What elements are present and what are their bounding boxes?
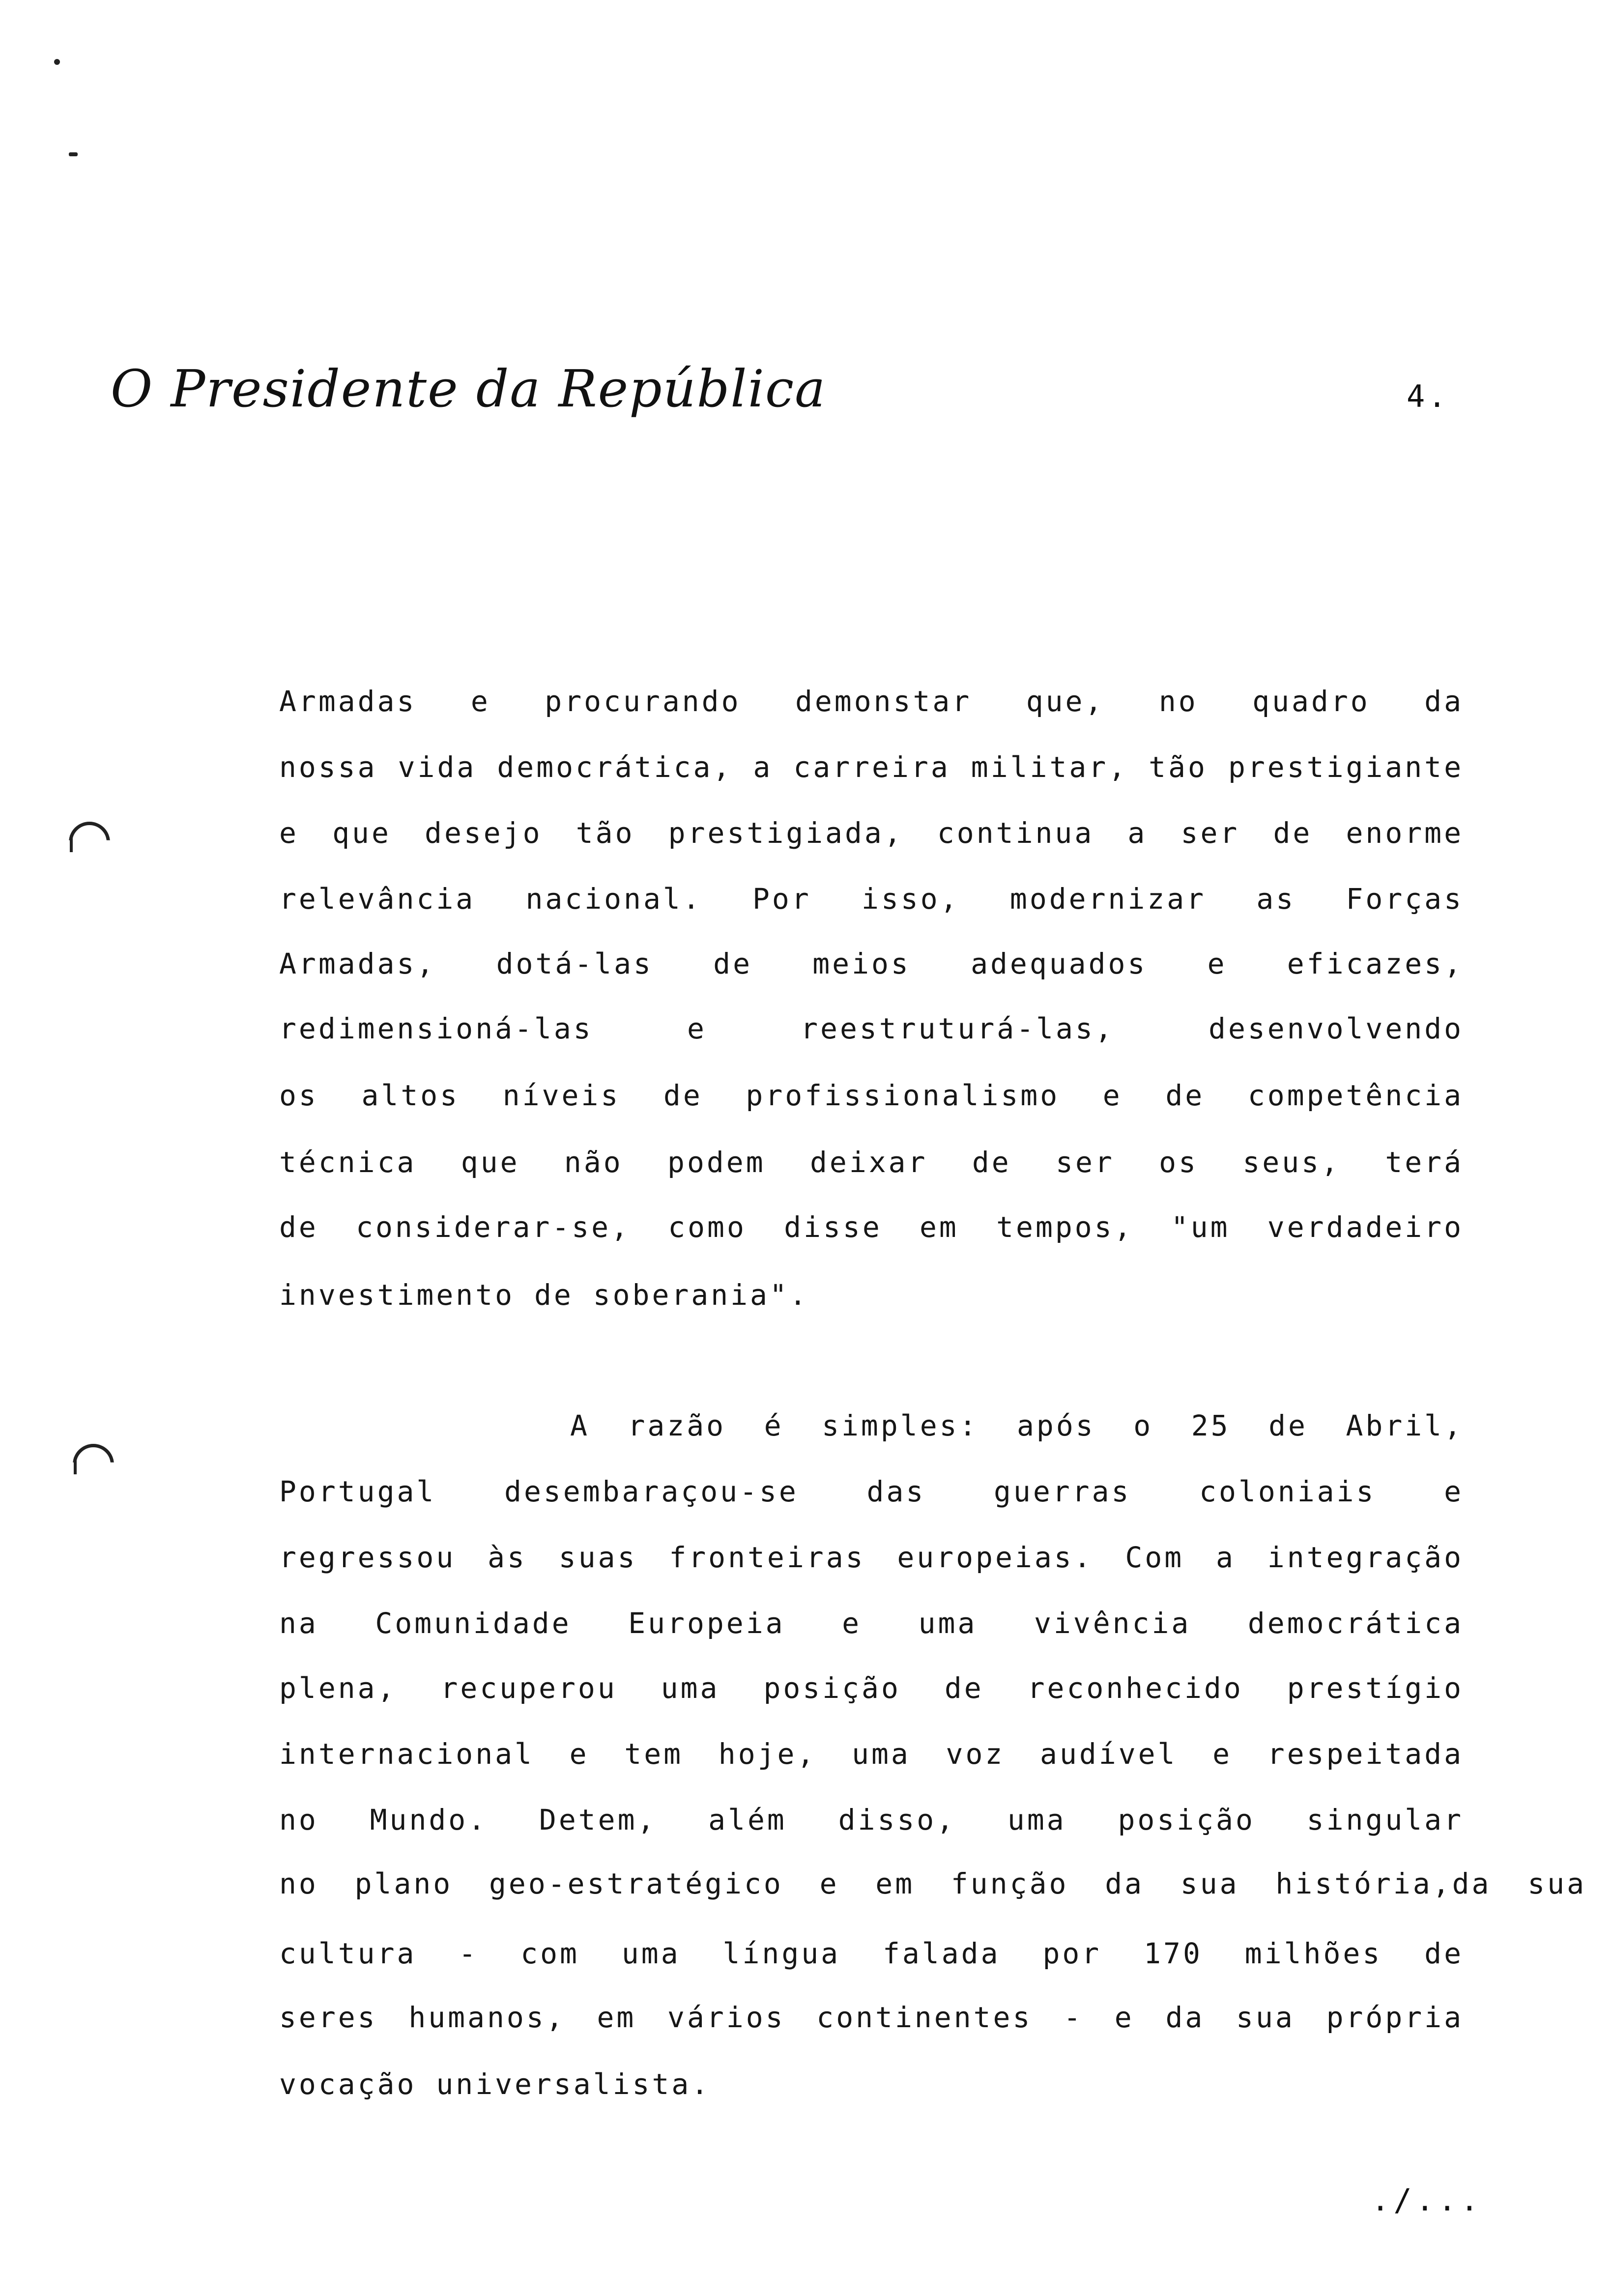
body-line: A razão é simples: após o 25 de Abril, [570,1409,1464,1442]
body-line: nossa vida democrática, a carreira militar, tão prestigiante [279,750,1464,784]
body-line: técnica que não podem deixar de ser os seus, terá [279,1146,1464,1179]
punch-hole-mark [70,835,73,852]
body-line: vocação universalista. [279,2067,711,2101]
punch-hole-mark [73,1444,114,1485]
body-line: Armadas e procurando demonstar que, no quadro da [279,685,1464,718]
body-line: relevância nacional. Por isso, modernizar as Forças [279,882,1464,916]
punch-hole-mark [74,1458,77,1474]
body-line: redimensioná-las e reestruturá-las, desenvolvendo [279,1012,1464,1045]
body-line: seres humanos, em vários continentes - e da sua própria [279,2001,1464,2034]
body-line: os altos níveis de profissionalismo e de competência [279,1079,1464,1112]
body-line: no Mundo. Detem, além disso, uma posição singular [279,1803,1464,1837]
body-line: regressou às suas fronteiras europeias. Com a integração [279,1541,1464,1574]
body-line: na Comunidade Europeia e uma vivência democrática [279,1607,1464,1640]
body-line: plena, recuperou uma posição de reconhecido prestígio [279,1671,1464,1705]
body-line: Portugal desembaraçou-se das guerras coloniais e [279,1475,1464,1508]
letterhead: O Presidente da República [111,359,827,419]
body-line: internacional e tem hoje, uma voz audível e respeitada [279,1737,1464,1771]
body-line: no plano geo-estratégico e em função da sua história,da sua [279,1867,1586,1900]
body-line: investimento de soberania". [279,1278,809,1312]
scan-speck [69,152,78,156]
body-line: de considerar-se, como disse em tempos, "um verdadeiro [279,1210,1464,1244]
body-line: cultura - com uma língua falada por 170 milhões de [279,1937,1464,1970]
continuation-mark: ./... [1371,2182,1483,2218]
body-line: e que desejo tão prestigiada, continua a ser de enorme [279,816,1464,850]
page-number: 4. [1407,378,1449,414]
body-line: Armadas, dotá-las de meios adequados e eficazes, [279,947,1464,980]
scan-speck [54,59,60,65]
punch-hole-mark [69,822,110,863]
